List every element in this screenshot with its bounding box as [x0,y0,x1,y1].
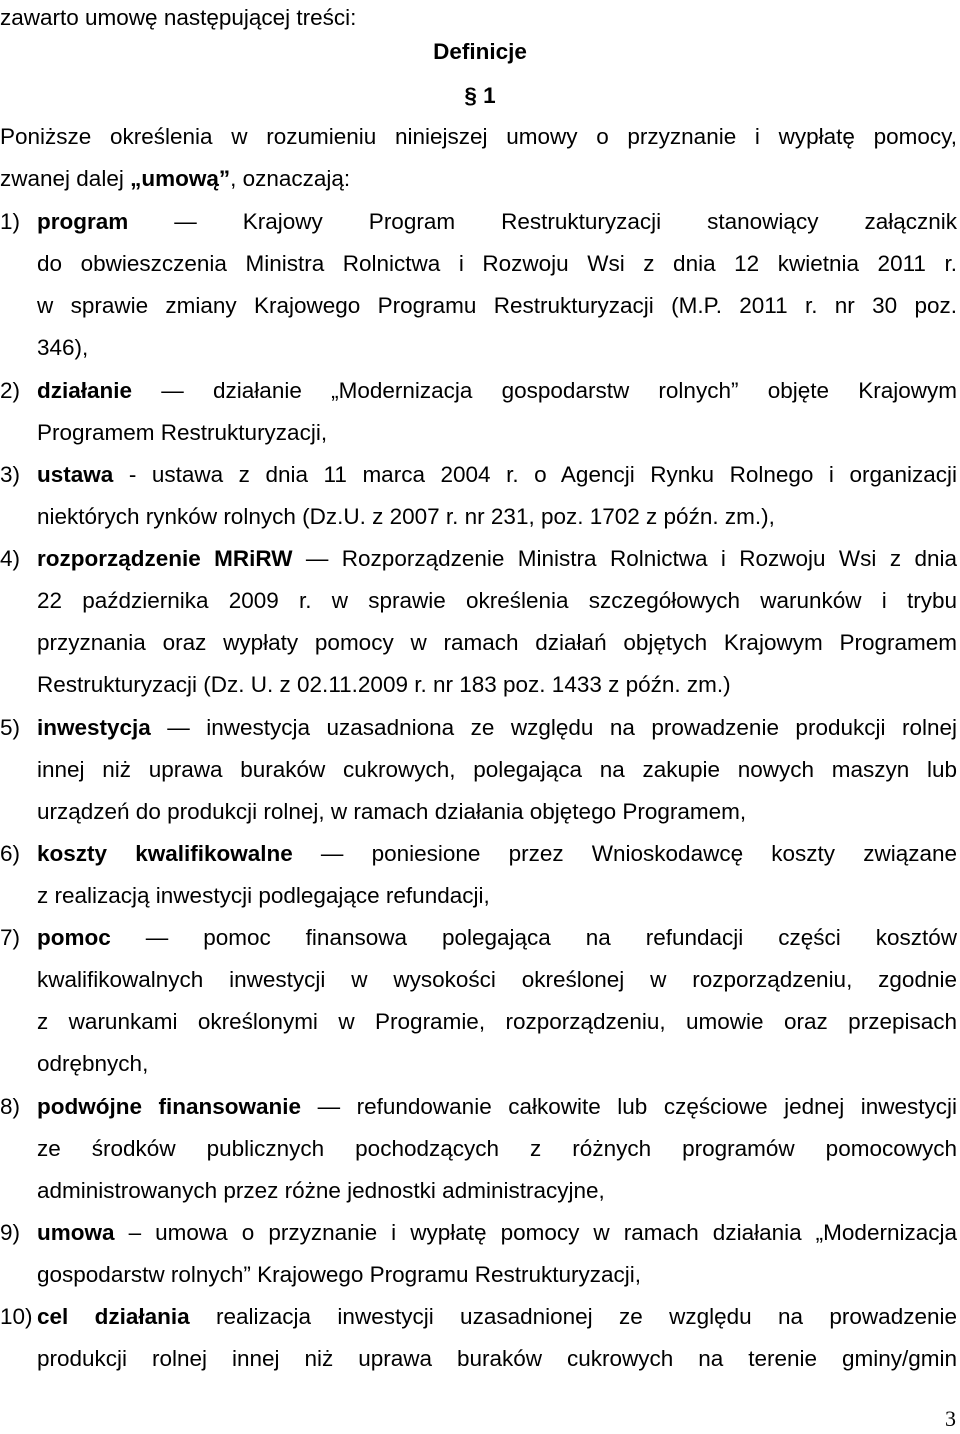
term-dzialanie: działanie [37,378,133,403]
item-number: 1) [0,209,21,234]
definition-line: z realizacją inwestycji podlegające refundacji, [37,883,490,908]
definition-item-10: 10) cel działania realizacja inwestycji uzasadnionej ze względu na prowadzenie [0,1301,960,1333]
definition-line: produkcji rolnej innej niż uprawa buraków cukrowych na terenie gminy/gmin [37,1346,957,1371]
section-number: § 1 [464,83,496,108]
definition-line: innej niż uprawa buraków cukrowych, polegająca na zakupie nowych maszyn lub [37,757,957,782]
term-cel-dzialania: cel działania [37,1304,190,1329]
definition-item-9: 9) umowa – umowa o przyznanie i wypłatę pomocy w ramach działania „Modernizacja [0,1217,960,1249]
definition-item-5: 5) inwestycja — inwestycja uzasadniona ze względu na prowadzenie produkcji rolnej [0,712,960,744]
item-number: 7) [0,925,21,950]
item-number: 6) [0,841,21,866]
term-program: program [37,209,129,234]
definition-line: 346), [37,335,89,360]
definition-line: kwalifikowalnych inwestycji w wysokości określonej w rozporządzeniu, zgodnie [37,967,957,992]
term-umowa-quoted: „umową” [130,166,231,191]
term-inwestycja: inwestycja [37,715,151,740]
definition-line: urządzeń do produkcji rolnej, w ramach działania objętego Programem, [37,799,747,824]
lead-line-1: Poniższe określenia w rozumieniu niniejszej umowy o przyznanie i wypłatę pomocy, [0,124,957,149]
definition-line: Restrukturyzacji (Dz. U. z 02.11.2009 r. nr 183 poz. 1433 z późn. zm.) [37,672,731,697]
item-number: 10) [0,1304,33,1329]
definition-line: Programem Restrukturyzacji, [37,420,328,445]
lead-line-2: zwanej dalej „umową”, oznaczają: [0,166,351,191]
term-ustawa: ustawa [37,462,114,487]
definition-line: w sprawie zmiany Krajowego Programu Restrukturyzacji (M.P. 2011 r. nr 30 poz. [37,293,957,318]
term-umowa: umowa [37,1220,115,1245]
term-koszty-kwalifikowalne: koszty kwalifikowalne [37,841,293,866]
definition-line: przyznania oraz wypłaty pomocy w ramach działań objętych Krajowym Programem [37,630,957,655]
definition-item-4: 4) rozporządzenie MRiRW — Rozporządzenie Ministra Rolnictwa i Rozwoju Wsi z dnia [0,543,960,575]
item-number: 3) [0,462,21,487]
term-pomoc: pomoc [37,925,111,950]
definition-line: z warunkami określonymi w Programie, rozporządzeniu, umowie oraz przepisach [37,1009,957,1034]
definition-line: odrębnych, [37,1051,149,1076]
definition-item-1: 1) program — Krajowy Program Restrukturyzacji stanowiący załącznik [0,206,960,238]
definition-item-2: 2) działanie — działanie „Modernizacja gospodarstw rolnych” objęte Krajowym [0,375,960,407]
definition-line: ze środków publicznych pochodzących z różnych programów pomocowych [37,1136,957,1161]
term-rozporzadzenie: rozporządzenie MRiRW [37,546,293,571]
term-podwojne-finansowanie: podwójne finansowanie [37,1094,302,1119]
definition-item-6: 6) koszty kwalifikowalne — poniesione przez Wnioskodawcę koszty związane [0,838,960,870]
definition-line: 22 października 2009 r. w sprawie określenia szczegółowych warunków i trybu [37,588,957,613]
item-number: 5) [0,715,21,740]
item-number: 4) [0,546,21,571]
definition-item-7: 7) pomoc — pomoc finansowa polegająca na refundacji części kosztów [0,922,960,954]
definition-item-8: 8) podwójne finansowanie — refundowanie całkowite lub częściowe jednej inwestycji [0,1091,960,1123]
page-number: 3 [945,1406,956,1431]
definition-item-3: 3) ustawa - ustawa z dnia 11 marca 2004 r. o Agencji Rynku Rolnego i organizacji [0,459,960,491]
heading-definicje: Definicje [433,39,527,64]
item-number: 2) [0,378,21,403]
definition-line: do obwieszczenia Ministra Rolnictwa i Rozwoju Wsi z dnia 12 kwietnia 2011 r. [37,251,957,276]
definition-line: niektórych rynków rolnych (Dz.U. z 2007 r. nr 231, poz. 1702 z późn. zm.), [37,504,775,529]
definition-line: gospodarstw rolnych” Krajowego Programu Restrukturyzacji, [37,1262,641,1287]
item-number: 8) [0,1094,21,1119]
item-number: 9) [0,1220,21,1245]
intro-text: zawarto umowę następującej treści: [0,5,357,30]
definition-line: administrowanych przez różne jednostki administracyjne, [37,1178,605,1203]
